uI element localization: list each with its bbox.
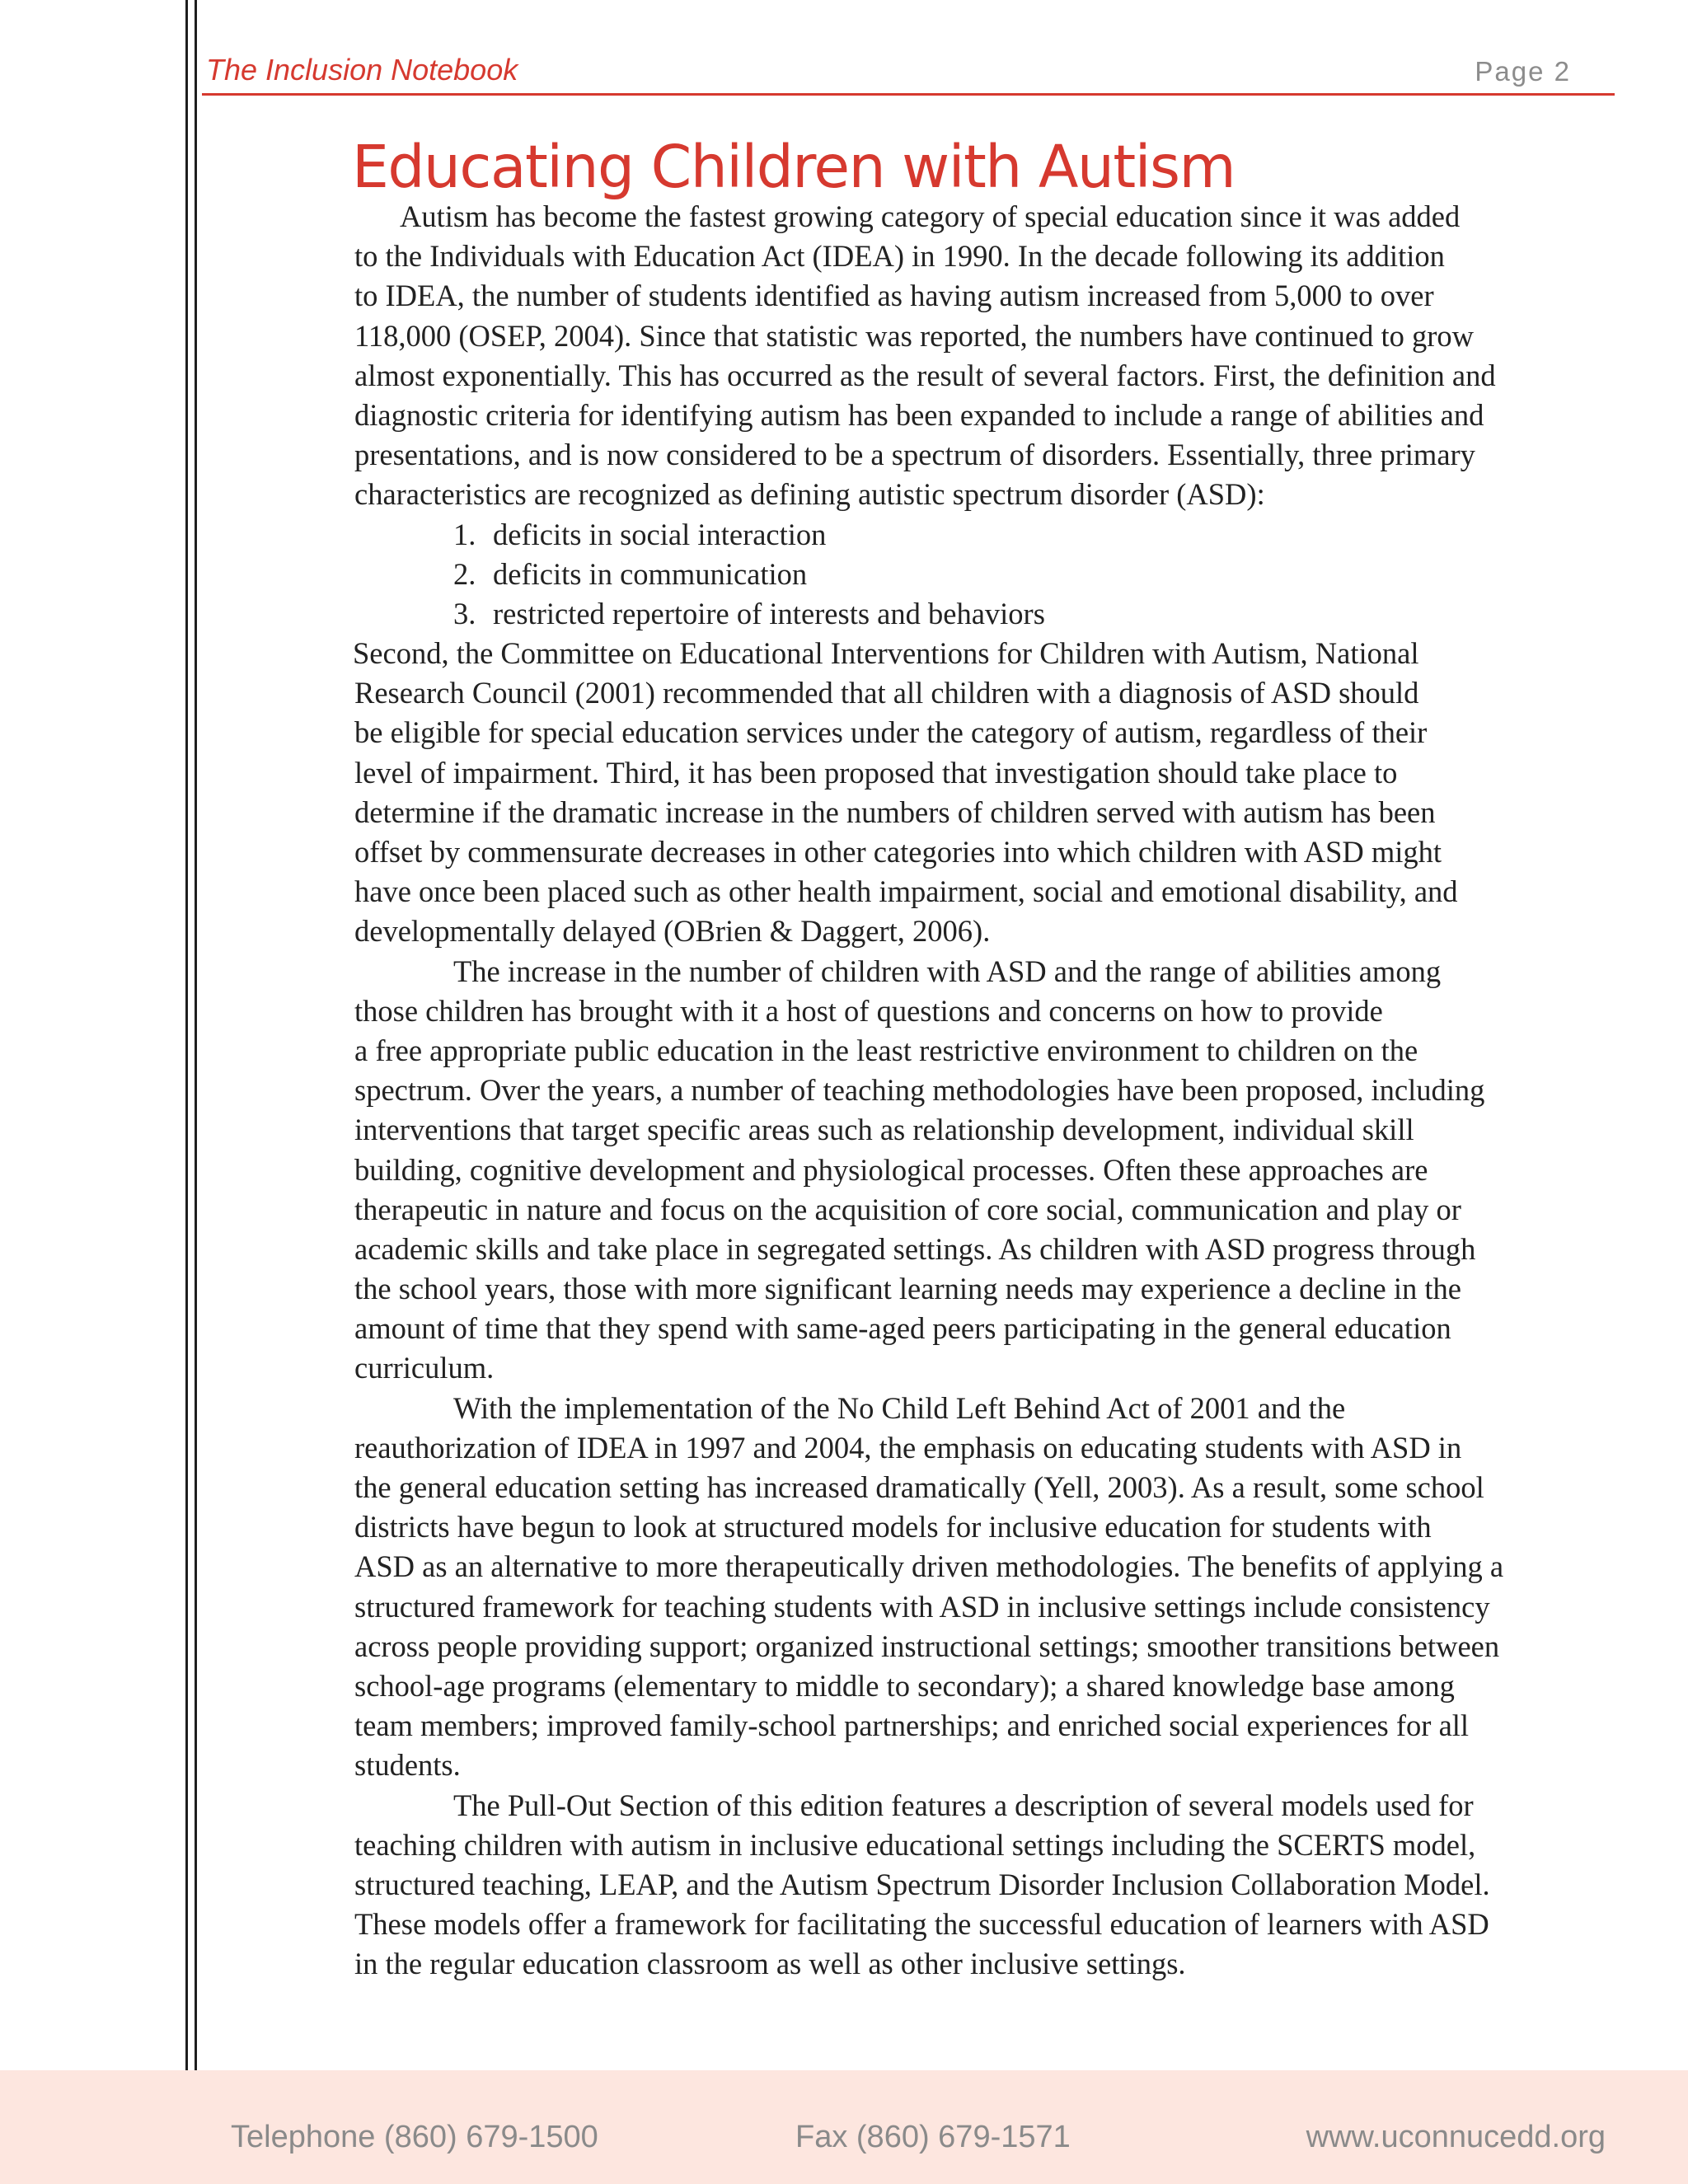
newsletter-title: The Inclusion Notebook <box>206 53 518 87</box>
body-line: districts have begun to look at structured models for inclusive education for students with <box>354 1510 1432 1544</box>
body-line: amount of time that they spend with same-aged peers participating in the general education <box>354 1311 1451 1346</box>
list-item-number: 1. <box>453 517 476 551</box>
body-line: be eligible for special education services under the category of autism, regardless of their <box>354 715 1428 750</box>
list-item <box>354 594 1607 634</box>
footer-bar <box>0 2070 1688 2184</box>
body-line: characteristics are recognized as defining autistic spectrum disorder (ASD): <box>354 477 1265 512</box>
body-line: diagnostic criteria for identifying autism has been expanded to include a range of abilities and <box>354 397 1484 432</box>
body-line: developmentally delayed (OBrien & Daggert, 2006). <box>354 914 991 949</box>
body-line: students. <box>354 1748 461 1783</box>
body-line: have once been placed such as other health impairment, social and emotional disability, and <box>354 874 1458 909</box>
margin-rule-left <box>185 0 188 2073</box>
list-item-text: restricted repertoire of interests and behaviors <box>493 596 1045 630</box>
body-line: level of impairment. Third, it has been proposed that investigation should take place to <box>354 755 1398 790</box>
body-line: academic skills and take place in segregated settings. As children with ASD progress through <box>354 1231 1476 1266</box>
margin-rule-right <box>195 0 197 2073</box>
list-item-text: deficits in social interaction <box>493 517 827 551</box>
body-line: building, cognitive development and physiological processes. Often these approaches are <box>354 1152 1428 1187</box>
body-line: presentations, and is now considered to be a spectrum of disorders. Essentially, three primary <box>354 438 1475 472</box>
footer-fax: Fax (860) 679-1571 <box>795 2120 1071 2154</box>
article-title: Educating Children with Autism <box>352 133 1236 201</box>
body-line: With the implementation of the No Child Left Behind Act of 2001 and the <box>453 1390 1346 1425</box>
body-line: therapeutic in nature and focus on the acquisition of core social, communication and play or <box>354 1192 1461 1226</box>
body-line: team members; improved family-school partnerships; and enriched social experiences for all <box>354 1708 1470 1743</box>
footer-website-link[interactable]: www.uconnucedd.org <box>1306 2120 1606 2154</box>
body-line: Autism has become the fastest growing category of special education since it was added <box>400 199 1461 233</box>
footer-telephone: Telephone (860) 679-1500 <box>231 2120 598 2154</box>
body-line: ASD as an alternative to more therapeutically driven methodologies. The benefits of applying a <box>354 1549 1504 1584</box>
body-line: teaching children with autism in inclusive educational settings including the SCERTS model, <box>354 1827 1476 1862</box>
body-line: across people providing support; organized instructional settings; smoother transitions between <box>354 1629 1500 1663</box>
body-line: 118,000 (OSEP, 2004). Since that statistic was reported, the numbers have continued to grow <box>354 318 1475 353</box>
body-line: structured teaching, LEAP, and the Autism Spectrum Disorder Inclusion Collaboration Model. <box>354 1867 1490 1901</box>
body-line: the school years, those with more significant learning needs may experience a decline in the <box>354 1272 1461 1306</box>
body-line: school-age programs (elementary to middle to secondary); a shared knowledge base among <box>354 1668 1455 1703</box>
list-item-number: 2. <box>453 556 476 591</box>
body-line: The Pull-Out Section of this edition features a description of several models used for <box>453 1788 1474 1822</box>
list-item-text: deficits in communication <box>493 556 808 591</box>
article-body <box>354 197 1607 1984</box>
body-line: structured framework for teaching students with ASD in inclusive settings include consistency <box>354 1589 1490 1624</box>
body-line: determine if the dramatic increase in the numbers of children served with autism has been <box>354 794 1436 829</box>
body-line: Research Council (2001) recommended that all children with a diagnosis of ASD should <box>354 676 1419 710</box>
body-line: spectrum. Over the years, a number of teaching methodologies have been proposed, including <box>354 1073 1485 1108</box>
body-line: Second, the Committee on Educational Interventions for Children with Autism, National <box>353 636 1419 671</box>
body-line: These models offer a framework for facilitating the successful education of learners with ASD <box>354 1907 1489 1942</box>
list-item-number: 3. <box>453 596 476 630</box>
header-divider <box>202 93 1615 96</box>
body-line: a free appropriate public education in the least restrictive environment to children on the <box>354 1033 1418 1067</box>
body-line: the general education setting has increased dramatically (Yell, 2003). As a result, some school <box>354 1470 1484 1504</box>
body-line: The increase in the number of children with ASD and the range of abilities among <box>453 954 1442 988</box>
list-item <box>354 515 1607 555</box>
page-number: Page 2 <box>1475 56 1571 87</box>
body-line: those children has brought with it a host of questions and concerns on how to provide <box>354 993 1383 1028</box>
body-line: offset by commensurate decreases in other categories into which children with ASD might <box>354 835 1442 869</box>
body-line: to IDEA, the number of students identified as having autism increased from 5,000 to over <box>354 279 1434 313</box>
list-item <box>354 555 1607 594</box>
body-line: in the regular education classroom as well as other inclusive settings. <box>354 1947 1186 1981</box>
body-line: reauthorization of IDEA in 1997 and 2004, the emphasis on educating students with ASD in <box>354 1430 1462 1465</box>
body-line: curriculum. <box>354 1351 495 1385</box>
body-line: almost exponentially. This has occurred as the result of several factors. First, the definition and <box>354 358 1496 392</box>
body-line: to the Individuals with Education Act (IDEA) in 1990. In the decade following its addition <box>354 239 1445 274</box>
body-line: interventions that target specific areas such as relationship development, individual skill <box>354 1113 1414 1147</box>
